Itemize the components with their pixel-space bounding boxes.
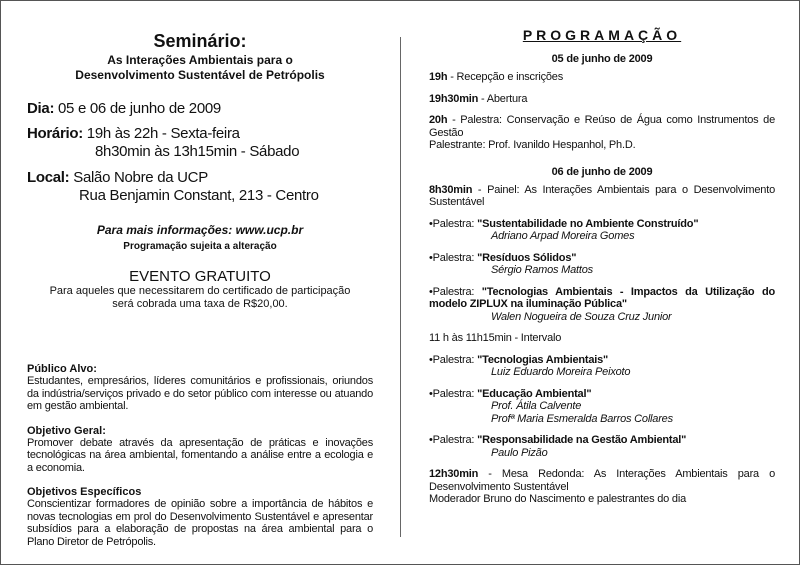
free-event-title: EVENTO GRATUITO: [129, 268, 271, 285]
specific-objectives-heading: Objetivos Específicos: [27, 486, 142, 498]
talk-2-title: "Resíduos Sólidos": [477, 251, 577, 264]
talk-4-speaker: Luiz Eduardo Moreira Peixoto: [491, 366, 631, 378]
day2-text-1: - Painel: As Interações Ambientais para o Desenvolvimento Sustentável: [429, 183, 775, 208]
day2-moderator: Moderador Bruno do Nascimento e palestrantes do dia: [429, 493, 687, 505]
talk-3-title: "Tecnologias Ambientais - Impactos da Utilização do modelo ZIPLUX na iluminação Pública": [429, 285, 775, 310]
day1-time-3: 20h: [429, 114, 448, 126]
free-event-line-1: Para aqueles que necessitarem do certificado de participação: [49, 285, 351, 297]
program-title: PROGRAMAÇÃO: [522, 27, 682, 43]
seminar-subtitle-1: As Interações Ambientais para o: [107, 53, 293, 67]
talk-1-speaker: Adriano Arpad Moreira Gomes: [491, 230, 635, 242]
talk-4: [429, 354, 775, 379]
free-event-line-2: será cobrada uma taxa de R$20,00.: [112, 298, 288, 310]
date-line: [27, 100, 373, 117]
day2-date: 06 de junho de 2009: [551, 165, 653, 178]
day1-text-2: - Abertura: [478, 92, 528, 105]
talk-5-speaker-2: Profª Maria Esmeralda Barros Collares: [491, 412, 673, 425]
specific-objectives-text: Conscientizar formadores de opinião sobre a importância de hábitos e novas tecnologias em prol do Desenvolvimento Sustentável e apresentar subsídios para a elaboração de propostas na área ambiental para o Plano Diretor de Petrópolis.: [27, 498, 373, 548]
talk-2-speaker: Sérgio Ramos Mattos: [491, 264, 593, 276]
right-column: [429, 27, 775, 506]
talk-3: [429, 286, 775, 324]
day1-time-2: 19h30min: [429, 92, 479, 105]
audience-heading: Público Alvo:: [27, 363, 97, 375]
day1-item-3: [429, 114, 775, 152]
day1-item-2: [429, 93, 775, 106]
general-objective-text: Promover debate através da apresentação de práticas e inovações tecnológicas na área ambiental, fomentando a análise entre a ecologia e a economia.: [27, 436, 373, 474]
schedule-value-1: 19h às 22h - Sexta-feira: [82, 125, 240, 142]
talk-5-speaker-1: Prof. Átila Calvente: [491, 400, 582, 412]
schedule-block: [27, 125, 373, 161]
day1-time-1: 19h: [429, 71, 448, 83]
talk-5: [429, 388, 775, 426]
talk-6-title: "Responsabilidade na Gestão Ambiental": [477, 434, 687, 446]
talk-prefix: •Palestra:: [429, 285, 482, 298]
general-objective-heading: Objetivo Geral:: [27, 424, 106, 437]
day1-speaker-3: Palestrante: Prof. Ivanildo Hespanhol, Ph.D.: [429, 139, 636, 151]
date-label: Dia:: [27, 100, 55, 117]
talk-3-speaker: Walen Nogueira de Souza Cruz Junior: [491, 310, 672, 323]
talk-prefix: •Palestra:: [429, 387, 478, 400]
talk-1: [429, 218, 775, 243]
day2-time-1: 8h30min: [429, 183, 473, 196]
audience-text: Estudantes, empresários, líderes comunitários e profissionais, oriundos da indústria/serviços privado e do setor público com interesse ou atuando em gestão ambiental.: [27, 375, 373, 412]
subject-to-change: Programação sujeita a alteração: [123, 241, 277, 252]
talk-2: [429, 252, 775, 277]
talk-prefix: •Palestra:: [429, 217, 478, 230]
schedule-value-2: 8h30min às 13h15min - Sábado: [95, 143, 300, 160]
talk-prefix: •Palestra:: [429, 434, 478, 446]
talk-6: [429, 434, 775, 459]
location-block: [27, 169, 373, 205]
day2-item-last: [429, 468, 775, 506]
break-line: 11 h às 11h15min - Intervalo: [429, 332, 562, 344]
talk-prefix: •Palestra:: [429, 353, 478, 366]
location-value-1: Salão Nobre da UCP: [69, 169, 208, 186]
talk-6-speaker: Paulo Pizão: [491, 446, 548, 459]
day2-item-1: [429, 184, 775, 209]
schedule-line-1: [27, 125, 373, 143]
column-divider: [400, 37, 401, 537]
day1-text-1: - Recepção e inscrições: [447, 71, 564, 83]
location-value-2: Rua Benjamin Constant, 213 - Centro: [79, 187, 319, 204]
talk-1-title: "Sustentabilidade no Ambiente Construído": [477, 217, 699, 230]
location-label: Local:: [27, 169, 70, 186]
seminar-title: Seminário:: [153, 31, 247, 51]
talk-prefix: •Palestra:: [429, 251, 478, 264]
schedule-label: Horário:: [27, 125, 83, 142]
day2-time-last: 12h30min: [429, 468, 479, 480]
date-value: 05 e 06 de junho de 2009: [54, 100, 221, 117]
day1-item-1: [429, 71, 775, 84]
talk-4-title: "Tecnologias Ambientais": [477, 353, 609, 366]
talk-5-title: "Educação Ambiental": [477, 387, 592, 400]
more-info: Para mais informações: www.ucp.br: [96, 223, 304, 237]
left-column: [27, 31, 373, 548]
day2-text-last: - Mesa Redonda: As Interações Ambientais para o Desenvolvimento Sustentável: [429, 468, 775, 493]
location-line-1: [27, 169, 373, 187]
seminar-subtitle-2: Desenvolvimento Sustentável de Petrópolis: [75, 68, 325, 82]
day1-date: 05 de junho de 2009: [551, 53, 653, 65]
day1-text-3: - Palestra: Conservação e Reúso de Água como Instrumentos de Gestão: [429, 114, 775, 139]
